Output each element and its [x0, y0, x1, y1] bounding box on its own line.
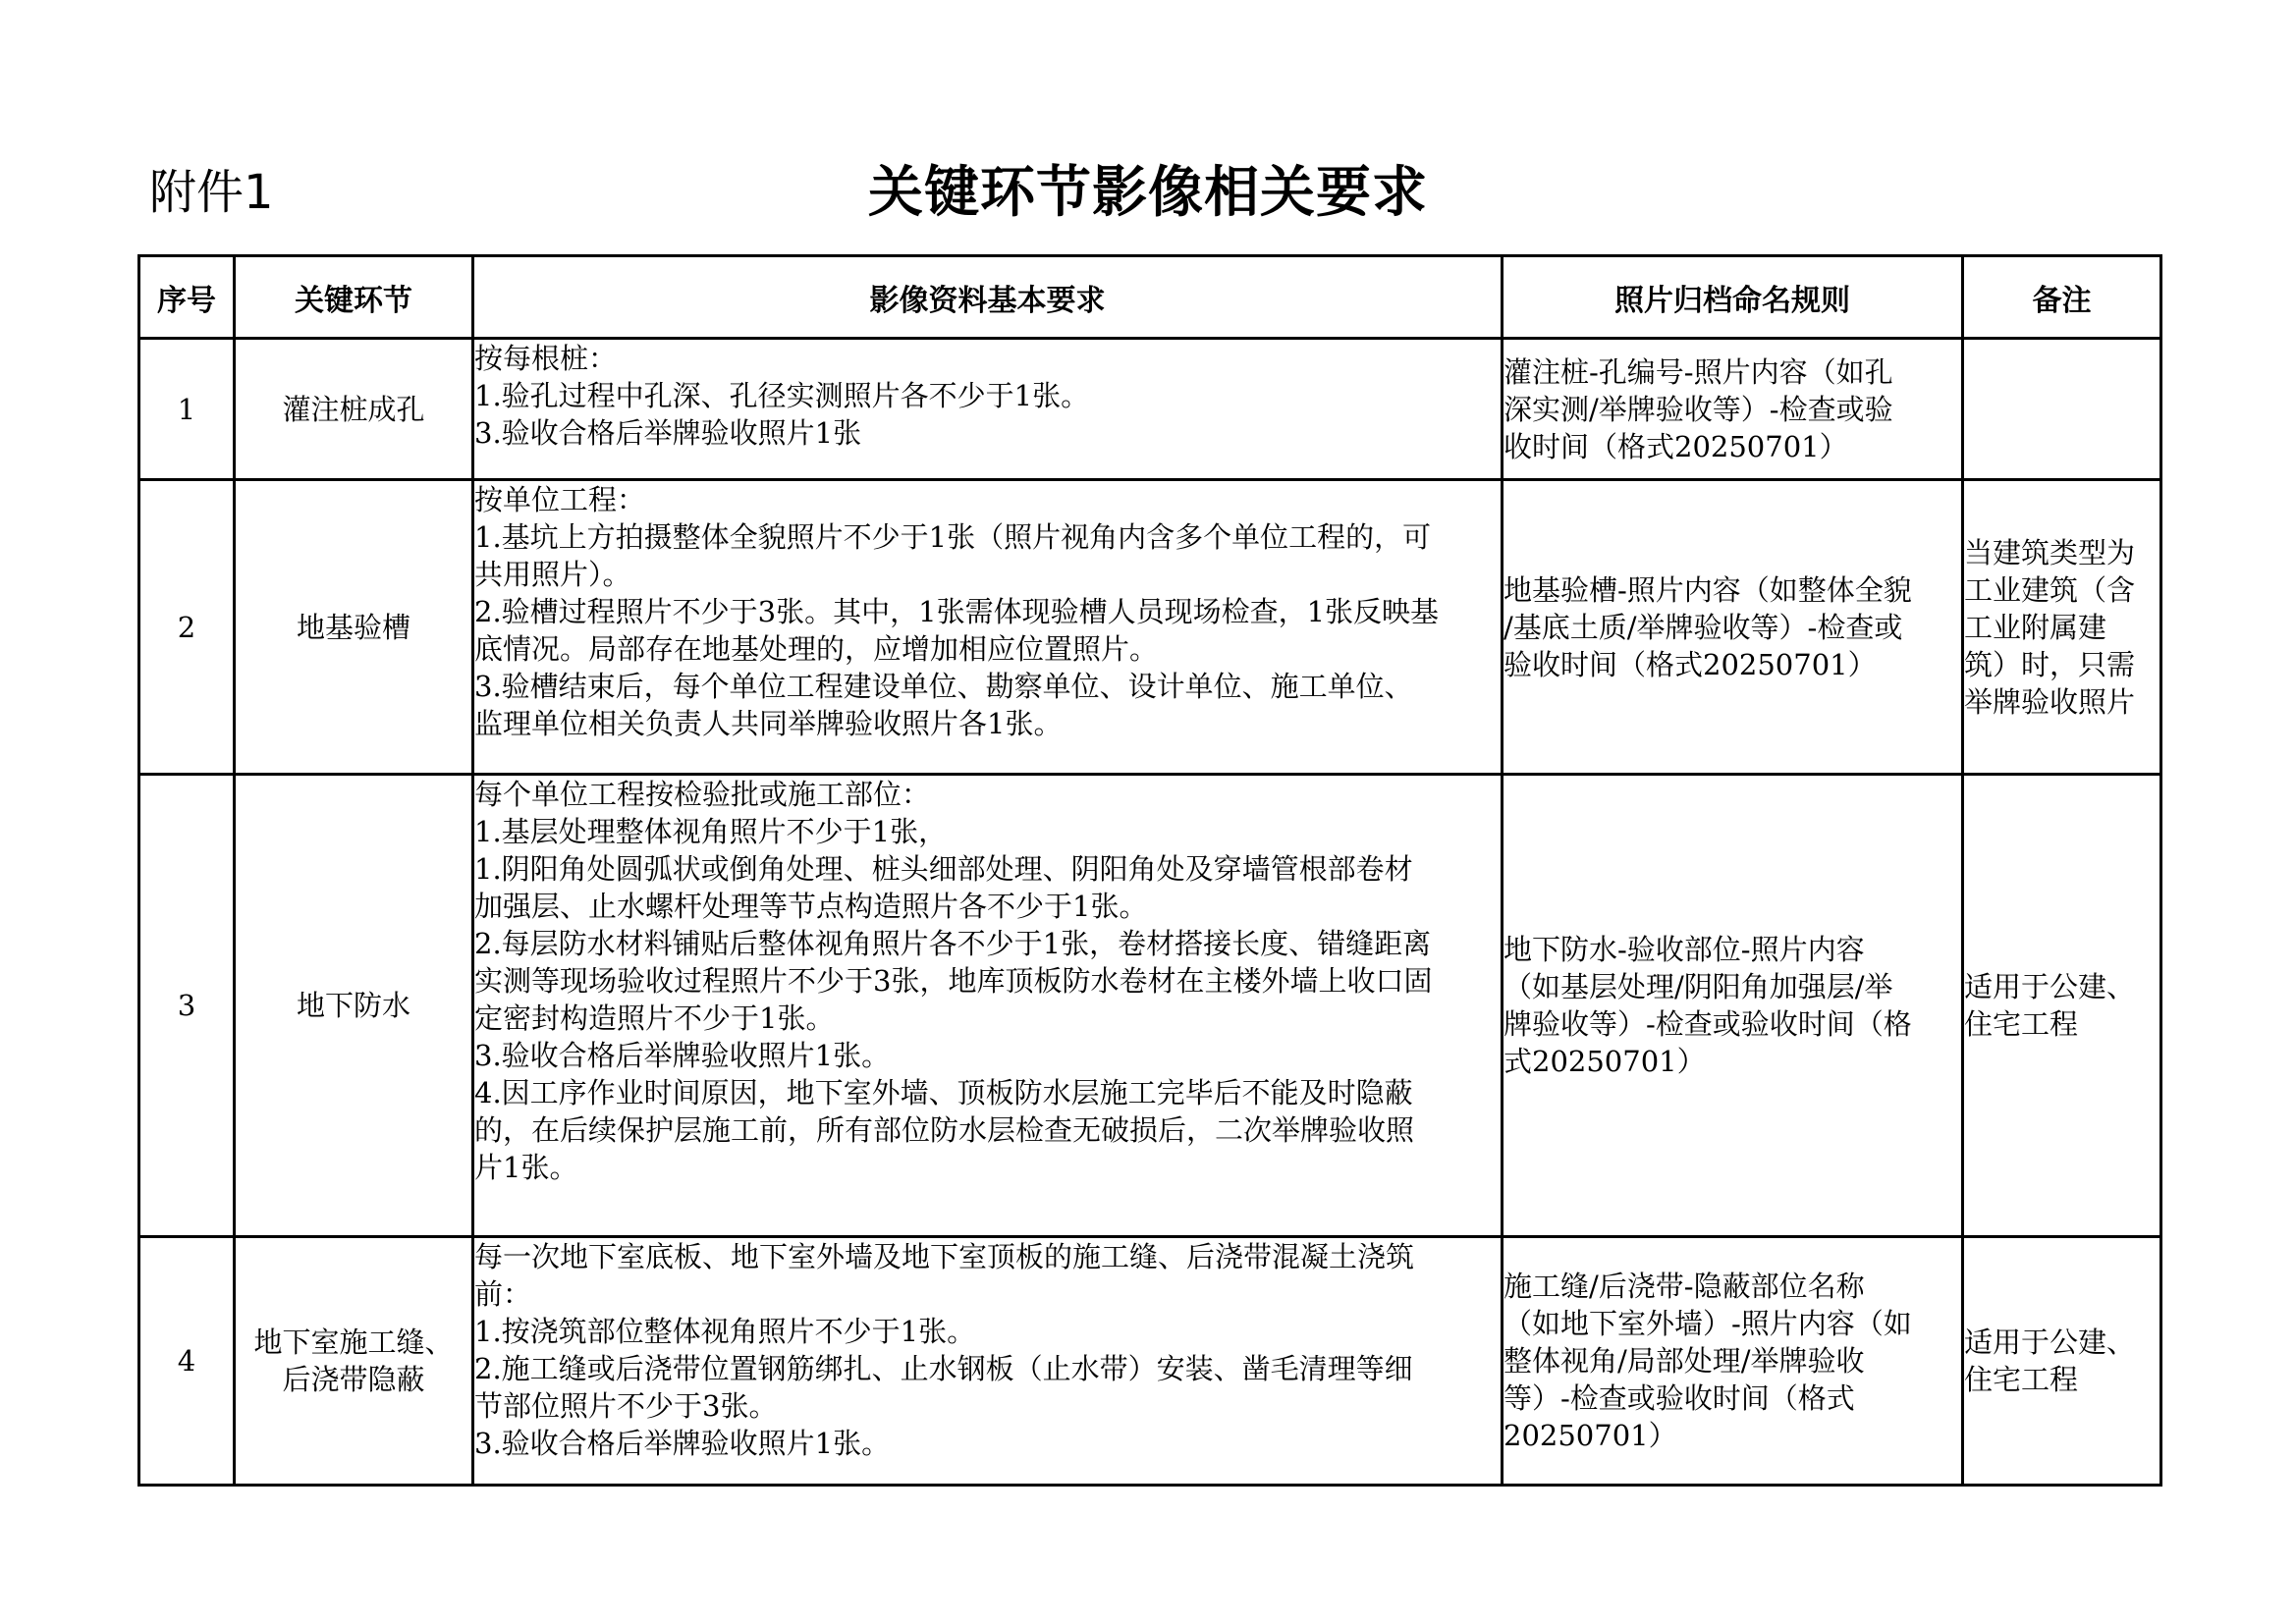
requirement-line: 2.施工缝或后浇带位置钢筋绑扎、止水钢板（止水带）安装、凿毛清理等细 — [474, 1352, 1413, 1385]
requirement-line: 3.验收合格后举牌验收照片1张。 — [474, 1427, 891, 1460]
key-step-line: 后浇带隐蔽 — [282, 1363, 425, 1396]
requirement-line: 加强层、止水螺杆处理等节点构造照片各不少于1张。 — [474, 890, 1148, 923]
requirement-line: 片1张。 — [474, 1151, 578, 1184]
remark-line: 当建筑类型为 — [1964, 535, 2136, 569]
image-requirements — [473, 775, 1503, 1237]
remark-line: 适用于公建、 — [1964, 970, 2136, 1003]
naming-line: 等）-检查或验收时间（格式 — [1503, 1381, 1855, 1415]
naming-line: 式20250701） — [1503, 1045, 1706, 1078]
remark-line: 住宅工程 — [1964, 1007, 2079, 1041]
naming-rule — [1503, 480, 1963, 775]
table-row — [139, 1237, 2161, 1486]
remark — [1963, 339, 2161, 480]
header-no: 序号 — [139, 256, 235, 339]
requirement-line: 1.基坑上方拍摄整体全貌照片不少于1张（照片视角内含多个单位工程的，可 — [474, 520, 1432, 554]
requirement-line: 每个单位工程按检验批或施工部位： — [474, 778, 931, 811]
requirement-line: 2.每层防水材料铺贴后整体视角照片各不少于1张，卷材搭接长度、错缝距离 — [474, 927, 1432, 960]
naming-line: 施工缝/后浇带-隐蔽部位名称 — [1503, 1270, 1865, 1303]
naming-line: 验收时间（格式20250701） — [1503, 647, 1877, 681]
requirement-line: 4.因工序作业时间原因，地下室外墙、顶板防水层施工完毕后不能及时隐蔽 — [474, 1076, 1413, 1109]
requirement-line: 按每根桩： — [474, 342, 618, 375]
remark — [1963, 480, 2161, 775]
requirements-table — [137, 254, 2162, 1487]
naming-rule — [1503, 775, 1963, 1237]
table-header-row — [139, 256, 2161, 339]
naming-line: /基底土质/举牌验收等）-检查或 — [1503, 610, 1903, 644]
naming-line: 收时间（格式20250701） — [1503, 429, 1848, 463]
table-row — [139, 339, 2161, 480]
naming-line: 整体视角/局部处理/举牌验收 — [1503, 1344, 1865, 1378]
key-step-line: 灌注桩成孔 — [282, 392, 425, 426]
key-step-line: 地下防水 — [296, 989, 410, 1022]
remark — [1963, 1237, 2161, 1486]
requirement-line: 的，在后续保护层施工前，所有部位防水层检查无破损后，二次举牌验收照 — [474, 1113, 1415, 1147]
naming-line: （如地下室外墙）-照片内容（如 — [1503, 1307, 1912, 1340]
row-number: 1 — [139, 339, 235, 480]
naming-line: （如基层处理/阴阳角加强层/举 — [1503, 970, 1893, 1003]
naming-line: 灌注桩-孔编号-照片内容（如孔 — [1503, 354, 1893, 389]
requirement-line: 实测等现场验收过程照片不少于3张，地库顶板防水卷材在主楼外墙上收口固 — [474, 964, 1433, 998]
naming-line: 牌验收等）-检查或验收时间（格 — [1503, 1007, 1912, 1041]
naming-rule — [1503, 1237, 1963, 1486]
key-step — [235, 480, 473, 775]
key-step — [235, 1237, 473, 1486]
requirement-line: 前： — [474, 1277, 532, 1311]
naming-rule — [1503, 339, 1963, 480]
key-step — [235, 775, 473, 1237]
row-number: 2 — [139, 480, 235, 775]
table-row — [139, 480, 2161, 775]
attachment-label: 附件1 — [149, 165, 274, 220]
header-naming: 照片归档命名规则 — [1503, 256, 1963, 339]
document-title: 关键环节影像相关要求 — [868, 160, 1428, 225]
image-requirements — [473, 480, 1503, 775]
remark-line: 工业建筑（含 — [1964, 572, 2136, 607]
requirement-line: 1.按浇筑部位整体视角照片不少于1张。 — [474, 1315, 976, 1348]
requirement-line: 3.验收合格后举牌验收照片1张 — [474, 416, 862, 450]
requirement-line: 按单位工程： — [474, 483, 646, 516]
requirement-line: 节部位照片不少于3张。 — [474, 1389, 778, 1423]
naming-line: 地下防水-验收部位-照片内容 — [1503, 933, 1865, 966]
remark-line: 住宅工程 — [1964, 1363, 2079, 1396]
requirement-line: 3.验收合格后举牌验收照片1张。 — [474, 1039, 891, 1072]
image-requirements — [473, 339, 1503, 480]
remark-line: 举牌验收照片 — [1964, 684, 2136, 719]
requirement-line: 2.验槽过程照片不少于3张。其中，1张需体现验槽人员现场检查，1张反映基 — [474, 595, 1440, 628]
header-requirements: 影像资料基本要求 — [473, 256, 1503, 339]
key-step-line: 地基验槽 — [296, 610, 410, 644]
remark-line: 适用于公建、 — [1964, 1325, 2136, 1359]
table-row — [139, 775, 2161, 1237]
header-step: 关键环节 — [235, 256, 473, 339]
remark — [1963, 775, 2161, 1237]
key-step — [235, 339, 473, 480]
key-step-line: 地下室施工缝、 — [253, 1325, 454, 1359]
requirement-line: 1.基层处理整体视角照片不少于1张， — [474, 815, 948, 848]
remark-line: 筑）时，只需 — [1964, 647, 2136, 681]
requirement-line: 监理单位相关负责人共同举牌验收照片各1张。 — [474, 707, 1063, 740]
requirement-line: 底情况。局部存在地基处理的，应增加相应位置照片。 — [474, 632, 1159, 666]
naming-line: 地基验槽-照片内容（如整体全貌 — [1503, 572, 1912, 607]
header-note: 备注 — [1963, 256, 2161, 339]
row-number: 3 — [139, 775, 235, 1237]
requirement-line: 1.验孔过程中孔深、孔径实测照片各不少于1张。 — [474, 379, 1090, 412]
row-number: 4 — [139, 1237, 235, 1486]
image-requirements — [473, 1237, 1503, 1486]
requirement-line: 1.阴阳角处圆弧状或倒角处理、桩头细部处理、阴阳角处及穿墙管根部卷材 — [474, 852, 1413, 886]
requirement-line: 每一次地下室底板、地下室外墙及地下室顶板的施工缝、后浇带混凝土浇筑 — [474, 1240, 1415, 1273]
requirement-line: 定密封构造照片不少于1张。 — [474, 1001, 835, 1035]
naming-line: 20250701） — [1503, 1419, 1677, 1452]
requirement-line: 共用照片）。 — [474, 558, 631, 591]
remark-line: 工业附属建 — [1964, 610, 2107, 644]
requirement-line: 3.验槽结束后，每个单位工程建设单位、勘察单位、设计单位、施工单位、 — [474, 670, 1413, 703]
naming-line: 深实测/举牌验收等）-检查或验 — [1503, 392, 1893, 426]
